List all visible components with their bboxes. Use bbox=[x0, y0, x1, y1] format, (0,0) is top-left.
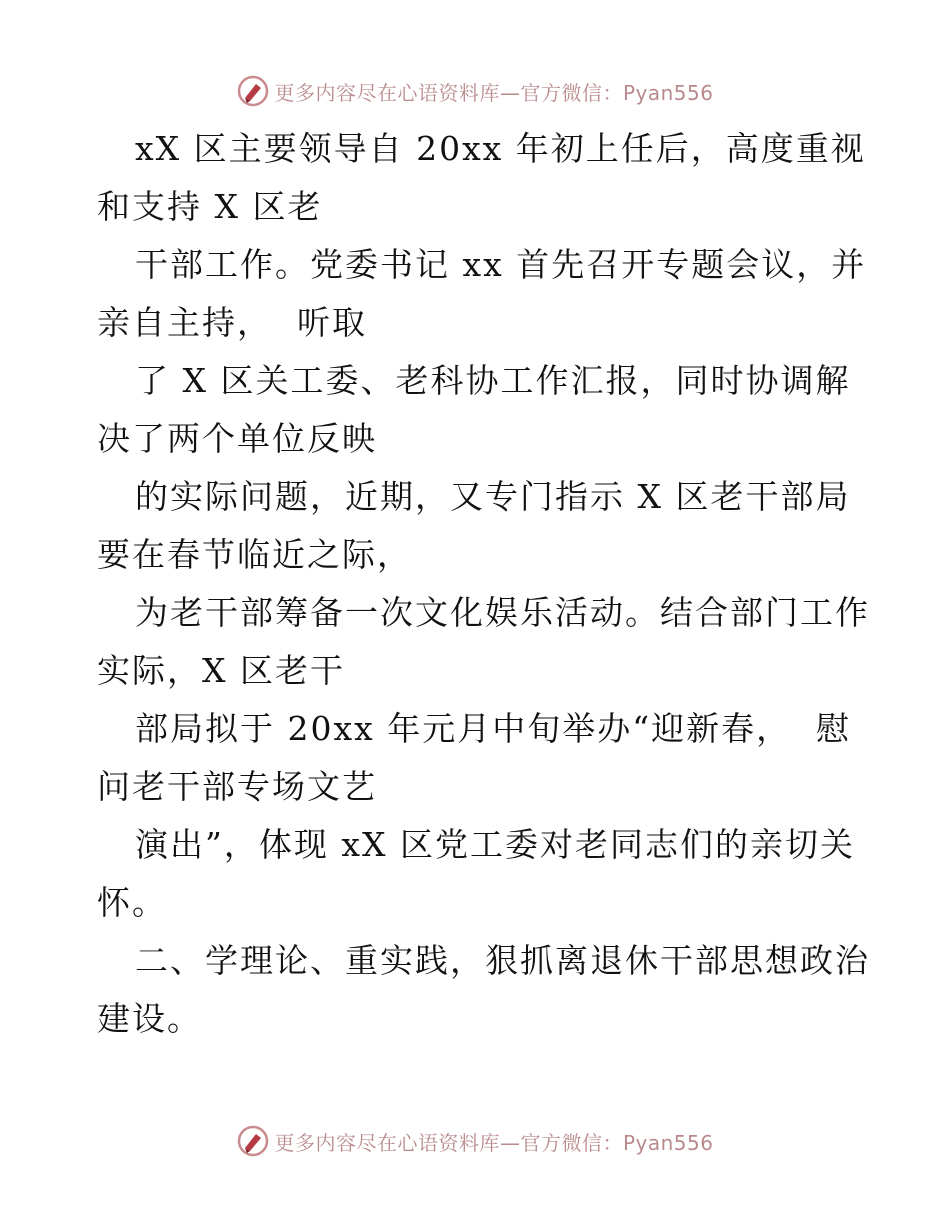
body-line: 了 X 区关工委、老科协工作汇报，同时协调解 bbox=[135, 361, 851, 400]
pen-nib-logo-icon bbox=[236, 1124, 270, 1158]
body-line: 为老干部筹备一次文化娱乐活动。结合部门工作 bbox=[135, 593, 870, 632]
body-line: 演出”，体现 xX 区党工委对老同志们的亲切关 bbox=[135, 825, 855, 864]
header-watermark bbox=[0, 71, 950, 111]
body-line: 部局拟于 20xx 年元月中旬举办“迎新春， 慰 bbox=[135, 709, 852, 748]
body-line: xX 区主要领导自 20xx 年初上任后，高度重视 bbox=[135, 129, 866, 168]
body-line: 问老干部专场文艺 bbox=[97, 767, 377, 806]
body-line: 干部工作。党委书记 xx 首先召开专题会议，并 bbox=[135, 245, 867, 284]
body-line: 建设。 bbox=[97, 999, 202, 1038]
body-line: 的实际问题，近期，又专门指示 X 区老干部局 bbox=[135, 477, 851, 516]
watermark-text: 更多内容尽在心语资料库—官方微信：Pyan556 bbox=[274, 80, 714, 105]
body-line: 实际，X 区老干 bbox=[97, 651, 345, 690]
body-line: 和支持 X 区老 bbox=[97, 187, 323, 226]
pen-nib-logo-icon bbox=[236, 74, 270, 108]
body-line: 决了两个单位反映 bbox=[97, 419, 377, 458]
body-line: 二、学理论、重实践，狠抓离退休干部思想政治 bbox=[135, 941, 870, 980]
body-line: 要在春节临近之际， bbox=[97, 535, 412, 574]
footer-watermark bbox=[0, 1121, 950, 1161]
watermark-text: 更多内容尽在心语资料库—官方微信：Pyan556 bbox=[274, 1130, 714, 1155]
body-line: 怀。 bbox=[97, 883, 167, 922]
body-line: 亲自主持， 听取 bbox=[97, 303, 367, 342]
